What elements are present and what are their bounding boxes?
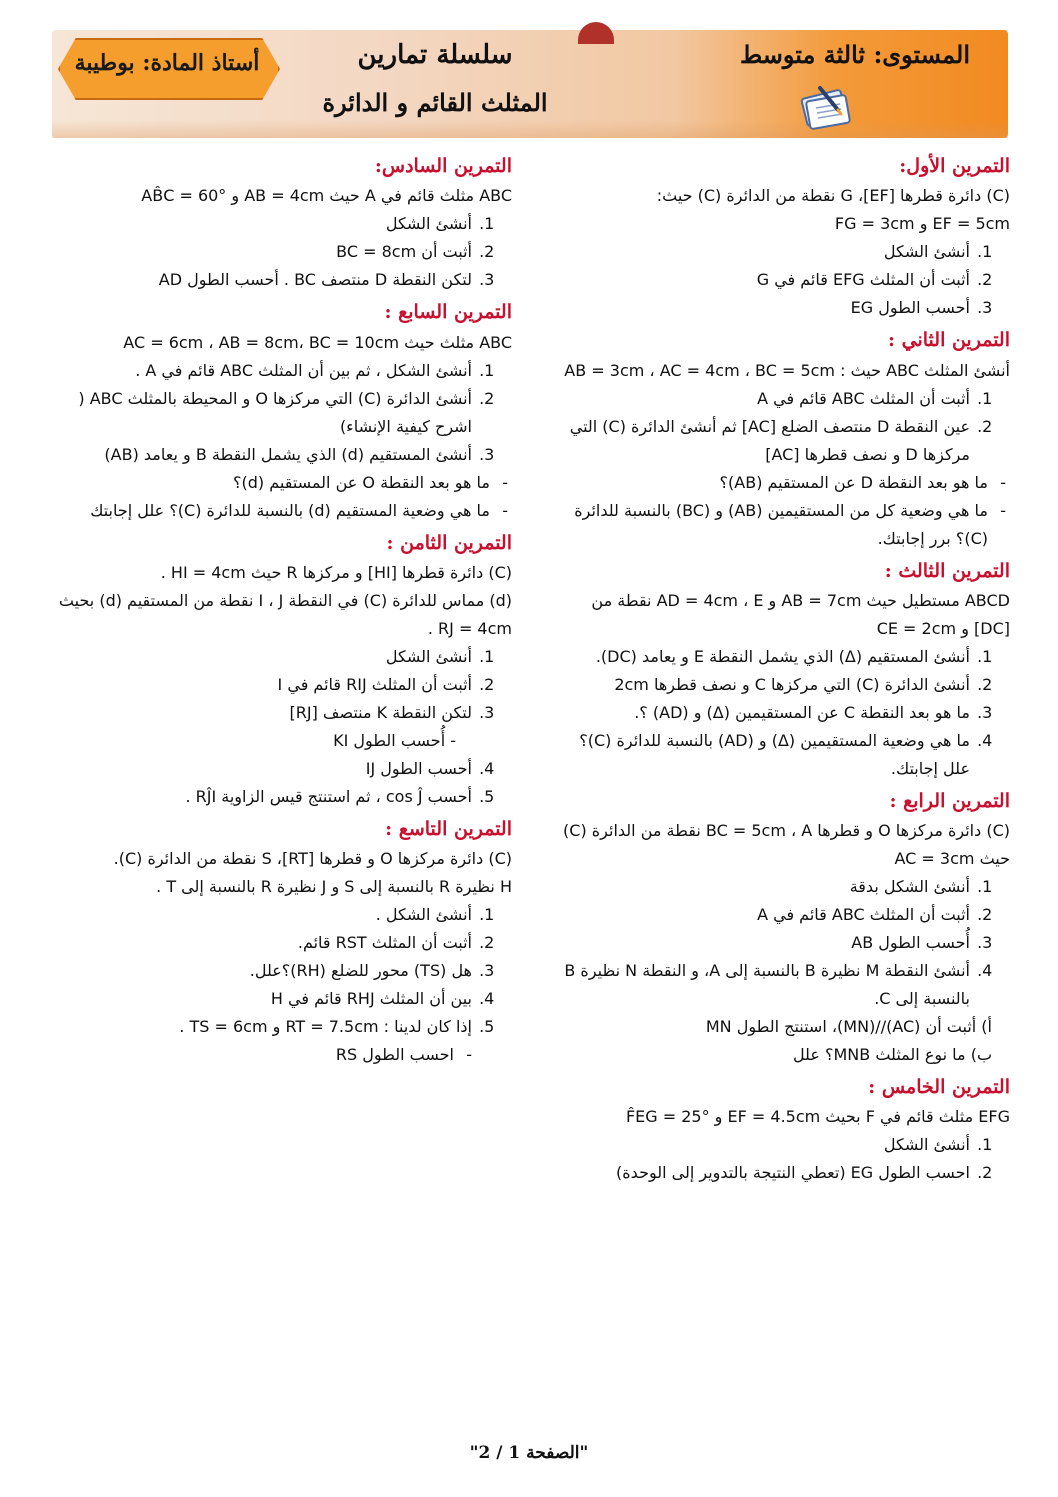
notebook-pen-icon (798, 80, 858, 130)
question-item: 1. أنشئ الشكل (52, 210, 474, 238)
sub-question-list (562, 469, 1010, 553)
exercise-title: التمرين الرابع : (889, 789, 1010, 812)
question-list (52, 901, 512, 1041)
question-item: 5. أحسب cos Ĵ ، ثم استنتج قيس الزاوية RĴI . (52, 783, 474, 811)
lesson-title: المثلث القائم و الدائرة (322, 88, 548, 117)
left-column (52, 150, 512, 1071)
question-item: 1. أنشئ الشكل (562, 238, 972, 266)
question-item: 3. هل (TS) محور للضلع (RH)؟علل. (52, 957, 474, 985)
teacher-name: أستاذ المادة: بوطيبة (74, 50, 260, 76)
question-item: 2. أثبت أن المثلث RST قائم. (52, 929, 474, 957)
question-item: 2. أثبت أن المثلث EFG قائم في G (562, 266, 972, 294)
sub-question-item: - ما هي وضعية كل من المستقيمين (AB) و (BC) بالنسبة للدائرة (C)؟ برر إجابتك. (562, 497, 988, 553)
exercise-9 (52, 813, 512, 1069)
level-label: المستوى: ثالثة متوسط (739, 40, 970, 69)
sub-question-item: - أُحسب الطول KI (333, 730, 456, 750)
sub-question-list (52, 469, 512, 525)
exercise-title: التمرين الأول: (899, 155, 1010, 177)
question-item: 1. أنشئ الشكل . (52, 901, 474, 929)
exercise-title: التمرين الخامس : (868, 1076, 1010, 1099)
question-list (562, 873, 1010, 1013)
question-item: 4. بين أن المثلث RHJ قائم في H (52, 985, 474, 1013)
question-item: 1. أنشئ الشكل بدقة (562, 873, 972, 901)
question-list (52, 755, 512, 811)
question-item: 5. إذا كان لدينا : RT = 7.5cm و TS = 6cm . (52, 1013, 474, 1041)
sub-question-item: أ) أثبت أن (AC)//(MN)، استنتج الطول MN (705, 1017, 992, 1037)
sub-question-item: - ما هو بعد النقطة O عن المستقيم (d)؟ (52, 469, 490, 497)
page-number: "الصفحة 1 / 2" (469, 1443, 589, 1463)
question-item: 2. أثبت أن المثلث ABC قائم في A (562, 901, 972, 929)
question-item: 1. أنشئ الشكل ، ثم بين أن المثلث ABC قائم في A . (52, 357, 474, 385)
exercise-3 (562, 555, 1010, 783)
exercise-statement: أنشئ المثلث ABC حيث : AB = 3cm ، AC = 4cm ، BC = 5cm (564, 360, 1010, 380)
question-item: 3. لتكن النقطة K منتصف [RJ] (52, 699, 474, 727)
question-list (562, 1131, 1010, 1187)
exercise-8 (52, 527, 512, 811)
question-item: 3. لتكن النقطة D منتصف BC . أحسب الطول AD (52, 266, 474, 294)
exercise-statement: EF = 5cm و FG = 3cm (834, 214, 1010, 234)
question-item: 2. أنشئ الدائرة (C) التي مركزها C و نصف قطرها 2cm (562, 671, 972, 699)
exercise-statement: ABCD مستطيل حيث AB = 7cm و AD = 4cm ، E نقطة من [DC] و CE = 2cm (591, 590, 1010, 638)
exercise-5 (562, 1071, 1010, 1187)
exercise-title: التمرين السابع : (384, 301, 512, 324)
exercise-statement: ABC مثلث قائم في A حيث AB = 4cm و AB̂C = 60° (141, 186, 512, 206)
question-list (562, 238, 1010, 322)
exercise-title: التمرين التاسع : (385, 817, 512, 840)
exercise-1 (562, 150, 1010, 322)
sub-question-item: - ما هي وضعية المستقيم (d) بالنسبة للدائرة (C)؟ علل إجابتك (52, 497, 490, 525)
header-ribbon (578, 22, 614, 44)
exercise-title: التمرين الثاني : (888, 329, 1010, 352)
question-item: 3. ما هو بعد النقطة C عن المستقيمين (Δ) و (AD) ؟. (562, 699, 972, 727)
question-list (52, 643, 512, 727)
exercise-statement: (d) مماس للدائرة (C) في النقطة I ، J نقطة من المستقيم (d) بحيث RJ = 4cm . (58, 590, 512, 638)
question-item: 3. أنشئ المستقيم (d) الذي يشمل النقطة B و يعامد (AB) (52, 441, 474, 469)
question-item: 4. أنشئ النقطة M نظيرة B بالنسبة إلى A، و النقطة N نظيرة B بالنسبة إلى C. (562, 957, 972, 1013)
question-list (52, 210, 512, 294)
question-item: 4. أحسب الطول IJ (52, 755, 474, 783)
exercise-statement: (C) دائرة مركزها O و قطرها BC = 5cm ، A نقطة من الدائرة (C) حيث AC = 3cm (563, 821, 1010, 869)
exercise-statement: ABC مثلث حيث AC = 6cm ، AB = 8cm، BC = 10cm (123, 332, 512, 352)
question-item: 3. أُحسب الطول AB (562, 929, 972, 957)
series-title: سلسلة تمارين (357, 40, 513, 70)
exercise-statement: EFG مثلث قائم في F بحيث EF = 4.5cm و F̂EG = 25° (625, 1107, 1010, 1127)
exercise-title: التمرين الثالث : (884, 559, 1010, 582)
question-item: 2. أنشئ الدائرة (C) التي مركزها O و المحيطة بالمثلث ABC ( اشرح كيفية الإنشاء) (52, 385, 474, 441)
question-item: 2. احسب الطول EG (تعطي النتيجة بالتدوير إلى الوحدة) (562, 1159, 972, 1187)
exercise-statement: H نظيرة R بالنسبة إلى S و J نظيرة R بالنسبة إلى T . (156, 877, 512, 897)
question-list (52, 357, 512, 469)
exercise-7 (52, 296, 512, 524)
question-item: 2. أثبت أن المثلث RIJ قائم في I (52, 671, 474, 699)
question-list (562, 643, 1010, 783)
exercise-4 (562, 785, 1010, 1069)
question-item: 3. أحسب الطول EG (562, 294, 972, 322)
question-item: 1. أنشئ المستقيم (Δ) الذي يشمل النقطة E و يعامد (DC). (562, 643, 972, 671)
question-item: 1. أنشئ الشكل (52, 643, 474, 671)
exercise-6 (52, 150, 512, 294)
question-item: 4. ما هي وضعية المستقيمين (Δ) و (AD) بالنسبة للدائرة (C)؟ علل إجابتك. (562, 727, 972, 783)
right-column (562, 150, 1010, 1189)
exercise-statement: (C) دائرة قطرها [HI] و مركزها R حيث HI = 4cm . (160, 562, 512, 582)
question-item: 2. عين النقطة D منتصف الضلع [AC] ثم أنشئ الدائرة (C) التي مركزها D و نصف قطرها [AC] (562, 413, 972, 469)
exercise-2 (562, 324, 1010, 552)
sub-question-item: - احسب الطول RS (52, 1041, 454, 1069)
exercise-title: التمرين السادس: (374, 155, 512, 177)
exercise-title: التمرين الثامن : (386, 531, 512, 554)
question-list (562, 385, 1010, 469)
question-item: 2. أثبت أن BC = 8cm (52, 238, 474, 266)
exercise-statement: (C) دائرة قطرها [EF]، G نقطة من الدائرة (C) حيث: (656, 186, 1010, 206)
sub-question-list (52, 1041, 512, 1069)
exercise-statement: (C) دائرة مركزها O و قطرها [RT]، S نقطة من الدائرة (C). (113, 849, 512, 869)
sub-question-item: ب) ما نوع المثلث MNB؟ علل (792, 1045, 992, 1065)
question-item: 1. أثبت أن المثلث ABC قائم في A (562, 385, 972, 413)
sub-question-item: - ما هو بعد النقطة D عن المستقيم (AB)؟ (562, 469, 988, 497)
question-item: 1. أنشئ الشكل (562, 1131, 972, 1159)
header-banner-shadow (52, 120, 1008, 138)
